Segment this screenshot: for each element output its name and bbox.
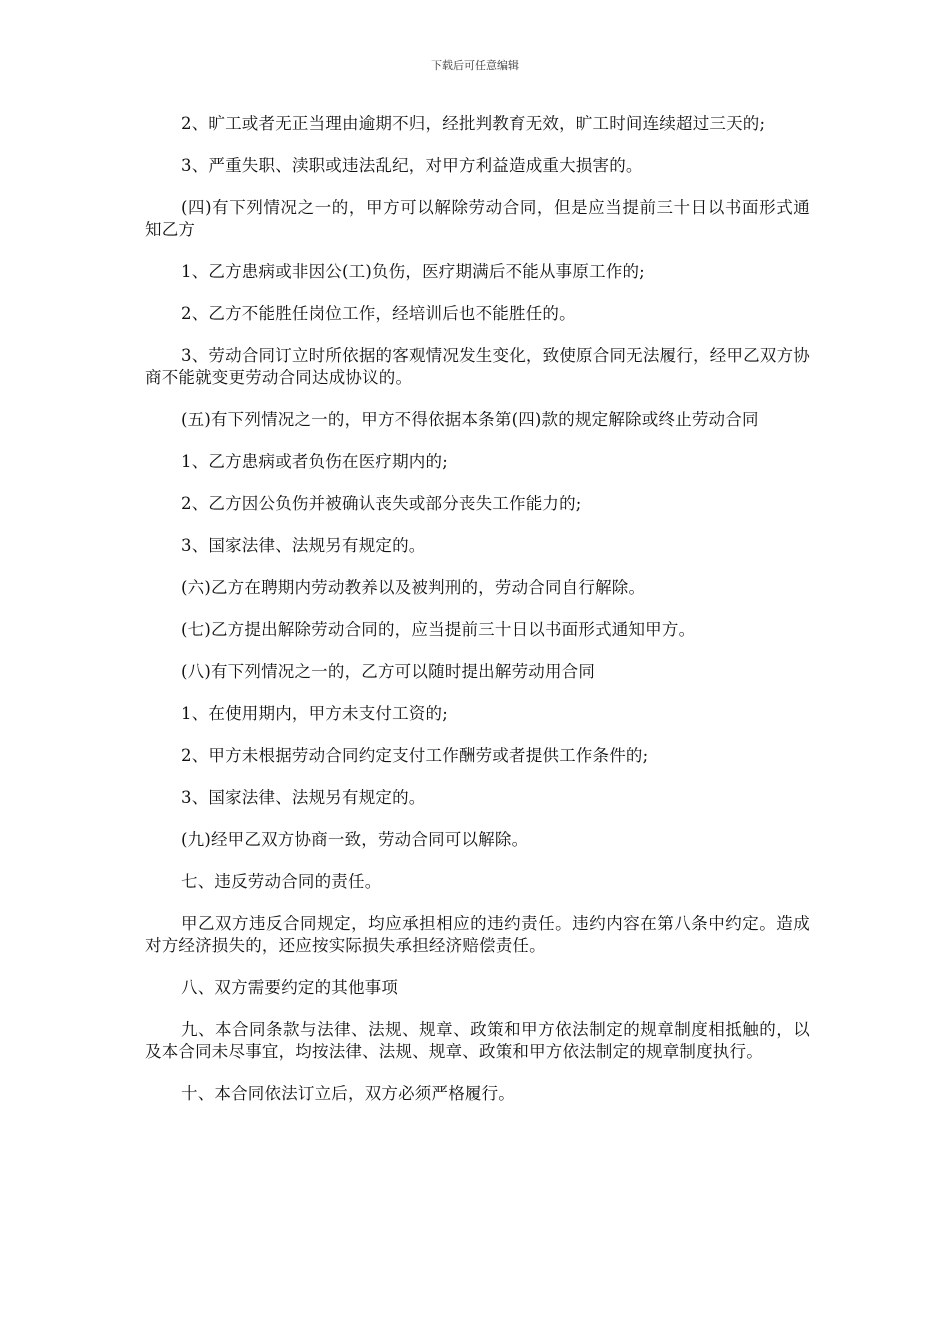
paragraph: 1、乙方患病或非因公(工)负伤，医疗期满后不能从事原工作的; xyxy=(181,262,645,281)
paragraph: (五)有下列情况之一的，甲方不得依据本条第(四)款的规定解除或终止劳动合同 xyxy=(181,410,759,429)
page-header-note: 下载后可任意编辑 xyxy=(431,59,519,72)
paragraph: 十、本合同依法订立后，双方必须严格履行。 xyxy=(181,1084,515,1103)
paragraph: 甲乙双方违反合同规定，均应承担相应的违约责任。违约内容在第八条中约定。造成对方经济损失的，还应按实际损失承担经济赔偿责任。 xyxy=(145,914,810,955)
paragraph: 1、在使用期内，甲方未支付工资的; xyxy=(181,704,448,723)
paragraph: (六)乙方在聘期内劳动教养以及被判刑的，劳动合同自行解除。 xyxy=(181,578,646,597)
paragraph: 3、严重失职、渎职或违法乱纪，对甲方利益造成重大损害的。 xyxy=(181,156,643,175)
section-heading: 七、违反劳动合同的责任。 xyxy=(181,872,382,891)
paragraph: 2、乙方不能胜任岗位工作，经培训后也不能胜任的。 xyxy=(181,304,576,323)
paragraph: 3、国家法律、法规另有规定的。 xyxy=(181,536,426,555)
paragraph: 1、乙方患病或者负伤在医疗期内的; xyxy=(181,452,448,471)
document-body xyxy=(145,113,810,1125)
paragraph: 2、乙方因公负伤并被确认丧失或部分丧失工作能力的; xyxy=(181,494,582,513)
section-heading: 八、双方需要约定的其他事项 xyxy=(181,978,399,997)
paragraph: 3、国家法律、法规另有规定的。 xyxy=(181,788,426,807)
paragraph: 3、劳动合同订立时所依据的客观情况发生变化，致使原合同无法履行，经甲乙双方协商不能就变更劳动合同达成协议的。 xyxy=(145,346,810,387)
paragraph: 九、本合同条款与法律、法规、规章、政策和甲方依法制定的规章制度相抵触的，以及本合同未尽事宜，均按法律、法规、规章、政策和甲方依法制定的规章制度执行。 xyxy=(145,1020,810,1061)
paragraph: 2、甲方未根据劳动合同约定支付工作酬劳或者提供工作条件的; xyxy=(181,746,649,765)
paragraph: (八)有下列情况之一的，乙方可以随时提出解劳动用合同 xyxy=(181,662,596,681)
paragraph: (四)有下列情况之一的，甲方可以解除劳动合同，但是应当提前三十日以书面形式通知乙方 xyxy=(145,198,810,239)
paragraph: 2、旷工或者无正当理由逾期不归，经批判教育无效，旷工时间连续超过三天的; xyxy=(181,114,766,133)
paragraph: (七)乙方提出解除劳动合同的，应当提前三十日以书面形式通知甲方。 xyxy=(181,620,696,639)
paragraph: (九)经甲乙双方协商一致，劳动合同可以解除。 xyxy=(181,830,529,849)
